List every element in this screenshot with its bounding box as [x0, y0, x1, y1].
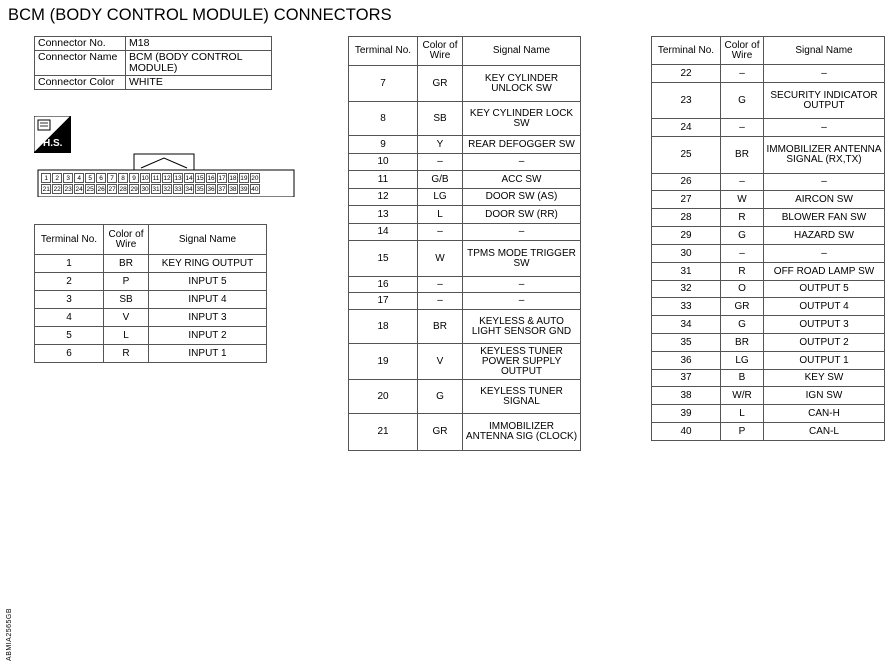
terminal-cell: 27: [652, 191, 721, 209]
connector-pin: 7: [107, 173, 117, 183]
table-row: [349, 344, 581, 380]
wire-color-cell: BR: [721, 137, 764, 174]
connector-pin: 18: [229, 175, 237, 182]
signal-name-cell: OUTPUT 4: [764, 298, 885, 316]
connector-pin: 25: [86, 186, 94, 193]
signal-name-cell: REAR DEFOGGER SW: [463, 136, 581, 154]
connector-pin: 28: [119, 186, 127, 193]
wire-color-cell: W: [721, 191, 764, 209]
connector-pin: 24: [75, 186, 83, 193]
wire-color-cell: BR: [418, 310, 463, 344]
table-row: [349, 380, 581, 414]
signal-name-cell: INPUT 2: [149, 327, 267, 345]
terminal-cell: 19: [349, 344, 418, 380]
terminal-cell: 8: [349, 102, 418, 136]
wire-color-cell: L: [418, 206, 463, 224]
terminal-cell: 39: [652, 405, 721, 423]
connector-pin: 2: [52, 173, 62, 183]
connector-name-label: Connector Name: [35, 51, 126, 76]
terminal-cell: 22: [652, 65, 721, 83]
wire-color-cell: SB: [104, 291, 149, 309]
terminal-cell: 31: [652, 263, 721, 281]
connector-color-value: WHITE: [126, 76, 272, 90]
table-row: [349, 414, 581, 451]
connector-pin: 6: [96, 173, 106, 183]
connector-pin: 38: [229, 186, 237, 193]
connector-pin: 12: [163, 175, 171, 182]
header-color: Color of Wire: [104, 225, 149, 255]
header-color: Color of Wire: [721, 37, 764, 65]
table-row: [349, 189, 581, 206]
terminal-cell: 13: [349, 206, 418, 224]
signal-name-cell: KEYLESS & AUTO LIGHT SENSOR GND: [463, 310, 581, 344]
table-row: [349, 293, 581, 310]
wire-color-cell: W: [418, 241, 463, 277]
signal-name-cell: KEY CYLINDER UNLOCK SW: [463, 66, 581, 102]
header-terminal: Terminal No.: [349, 37, 418, 66]
wire-color-cell: LG: [418, 189, 463, 206]
signal-name-cell: IGN SW: [764, 387, 885, 405]
signal-name-cell: KEY RING OUTPUT: [149, 255, 267, 273]
wire-color-cell: B: [721, 370, 764, 387]
connector-pin: 3: [63, 173, 73, 183]
terminal-cell: 4: [35, 309, 104, 327]
signal-name-cell: OUTPUT 3: [764, 316, 885, 334]
signal-name-cell: DOOR SW (AS): [463, 189, 581, 206]
terminal-cell: 35: [652, 334, 721, 352]
signal-name-cell: IMMOBILIZER ANTENNA SIGNAL (RX,TX): [764, 137, 885, 174]
table-row: [349, 241, 581, 277]
terminal-table-2: [348, 36, 581, 451]
terminal-cell: 2: [35, 273, 104, 291]
table-row: [652, 65, 885, 83]
signal-name-cell: –: [463, 154, 581, 171]
wire-color-cell: L: [721, 405, 764, 423]
table-row: [35, 291, 267, 309]
wire-color-cell: R: [104, 345, 149, 363]
signal-name-cell: –: [463, 224, 581, 241]
wire-color-cell: LG: [721, 352, 764, 370]
connector-pin: 16: [207, 175, 215, 182]
signal-name-cell: ACC SW: [463, 171, 581, 189]
hs-label: H.S.: [43, 138, 63, 149]
connector-pin: 5: [85, 173, 95, 183]
signal-name-cell: INPUT 1: [149, 345, 267, 363]
table-row: [652, 263, 885, 281]
wire-color-cell: SB: [418, 102, 463, 136]
table-row: [652, 227, 885, 245]
signal-name-cell: IMMOBILIZER ANTENNA SIG (CLOCK): [463, 414, 581, 451]
connector-color-label: Connector Color: [35, 76, 126, 90]
connector-pin: 10: [141, 175, 149, 182]
table-row: [35, 273, 267, 291]
connector-pin: 37: [218, 186, 226, 193]
connector-pin: 35: [196, 186, 204, 193]
terminal-cell: 9: [349, 136, 418, 154]
terminal-cell: 11: [349, 171, 418, 189]
terminal-cell: 5: [35, 327, 104, 345]
connector-pin: 32: [163, 186, 171, 193]
signal-name-cell: KEY CYLINDER LOCK SW: [463, 102, 581, 136]
terminal-cell: 40: [652, 423, 721, 441]
wire-color-cell: BR: [104, 255, 149, 273]
terminal-cell: 15: [349, 241, 418, 277]
signal-name-cell: KEYLESS TUNER POWER SUPPLY OUTPUT: [463, 344, 581, 380]
wire-color-cell: –: [721, 119, 764, 137]
signal-name-cell: KEY SW: [764, 370, 885, 387]
page-title: BCM (BODY CONTROL MODULE) CONNECTORS: [8, 6, 392, 24]
table-row: [652, 191, 885, 209]
wire-color-cell: P: [721, 423, 764, 441]
terminal-cell: 16: [349, 277, 418, 293]
table-row: [652, 245, 885, 263]
connector-pin: 19: [240, 175, 248, 182]
table-row: [652, 83, 885, 119]
table-row: [35, 309, 267, 327]
wire-color-cell: BR: [721, 334, 764, 352]
wire-color-cell: –: [418, 154, 463, 171]
connector-pin: 20: [251, 175, 259, 182]
signal-name-cell: AIRCON SW: [764, 191, 885, 209]
connector-no-value: M18: [126, 37, 272, 51]
connector-pin: 34: [185, 186, 193, 193]
table-row: [652, 137, 885, 174]
signal-name-cell: –: [463, 277, 581, 293]
terminal-table-3: [651, 36, 885, 441]
wire-color-cell: P: [104, 273, 149, 291]
connector-pin: 9: [129, 173, 139, 183]
table-row: [349, 224, 581, 241]
connector-pin-row-bottom: [41, 184, 261, 194]
signal-name-cell: INPUT 3: [149, 309, 267, 327]
connector-pin: 15: [196, 175, 204, 182]
connector-pin: 4: [74, 173, 84, 183]
signal-name-cell: OFF ROAD LAMP SW: [764, 263, 885, 281]
table-row: [652, 316, 885, 334]
table-row: [652, 281, 885, 298]
signal-name-cell: SECURITY INDICATOR OUTPUT: [764, 83, 885, 119]
signal-name-cell: –: [764, 245, 885, 263]
signal-name-cell: DOOR SW (RR): [463, 206, 581, 224]
terminal-cell: 32: [652, 281, 721, 298]
terminal-cell: 1: [35, 255, 104, 273]
connector-pin: 8: [118, 173, 128, 183]
table-row: [652, 405, 885, 423]
table-row: [349, 136, 581, 154]
wire-color-cell: –: [721, 65, 764, 83]
wire-color-cell: G: [721, 316, 764, 334]
connector-pin: 17: [218, 175, 226, 182]
terminal-cell: 17: [349, 293, 418, 310]
connector-pin: 29: [130, 186, 138, 193]
signal-name-cell: –: [764, 119, 885, 137]
signal-name-cell: HAZARD SW: [764, 227, 885, 245]
table-row: [652, 334, 885, 352]
table-row: [652, 174, 885, 191]
table-row: [652, 209, 885, 227]
connector-pin: 22: [53, 186, 61, 193]
wire-color-cell: G: [721, 227, 764, 245]
terminal-cell: 30: [652, 245, 721, 263]
wire-color-cell: Y: [418, 136, 463, 154]
header-terminal: Terminal No.: [35, 225, 104, 255]
signal-name-cell: OUTPUT 2: [764, 334, 885, 352]
connector-pin: 40: [251, 186, 259, 193]
connector-pin: 11: [152, 175, 160, 182]
connector-pin: 26: [97, 186, 105, 193]
connector-pin: 33: [174, 186, 182, 193]
wire-color-cell: G: [721, 83, 764, 119]
table-row: [35, 327, 267, 345]
header-terminal: Terminal No.: [652, 37, 721, 65]
connector-pin: 31: [152, 186, 160, 193]
terminal-cell: 6: [35, 345, 104, 363]
connector-pin: 27: [108, 186, 116, 193]
terminal-cell: 21: [349, 414, 418, 451]
terminal-table-1: [34, 224, 267, 363]
signal-name-cell: KEYLESS TUNER SIGNAL: [463, 380, 581, 414]
signal-name-cell: CAN-L: [764, 423, 885, 441]
wire-color-cell: GR: [721, 298, 764, 316]
wire-color-cell: L: [104, 327, 149, 345]
wire-color-cell: G: [418, 380, 463, 414]
signal-name-cell: –: [764, 65, 885, 83]
table-row: [652, 298, 885, 316]
table-row: [349, 310, 581, 344]
figure-code: ABMIA2565GB: [6, 608, 13, 661]
connector-pin: 23: [64, 186, 72, 193]
header-signal: Signal Name: [463, 37, 581, 66]
signal-name-cell: OUTPUT 5: [764, 281, 885, 298]
wire-color-cell: V: [418, 344, 463, 380]
terminal-cell: 38: [652, 387, 721, 405]
terminal-cell: 25: [652, 137, 721, 174]
connector-pin: 1: [41, 173, 51, 183]
wire-color-cell: –: [418, 293, 463, 310]
terminal-cell: 36: [652, 352, 721, 370]
connector-pin: 21: [42, 186, 50, 193]
table-row: [349, 171, 581, 189]
terminal-cell: 26: [652, 174, 721, 191]
signal-name-cell: TPMS MODE TRIGGER SW: [463, 241, 581, 277]
terminal-cell: 33: [652, 298, 721, 316]
terminal-cell: 20: [349, 380, 418, 414]
wire-color-cell: –: [418, 224, 463, 241]
header-signal: Signal Name: [149, 225, 267, 255]
table-row: [35, 255, 267, 273]
wire-color-cell: O: [721, 281, 764, 298]
table-row: [349, 206, 581, 224]
signal-name-cell: INPUT 5: [149, 273, 267, 291]
table-row: [652, 119, 885, 137]
wire-color-cell: –: [721, 245, 764, 263]
terminal-cell: 14: [349, 224, 418, 241]
terminal-cell: 3: [35, 291, 104, 309]
table-row: [652, 387, 885, 405]
terminal-cell: 10: [349, 154, 418, 171]
signal-name-cell: –: [463, 293, 581, 310]
table-row: [652, 370, 885, 387]
terminal-cell: 18: [349, 310, 418, 344]
connector-no-label: Connector No.: [35, 37, 126, 51]
wire-color-cell: R: [721, 263, 764, 281]
table-row: [349, 66, 581, 102]
signal-name-cell: BLOWER FAN SW: [764, 209, 885, 227]
wire-color-cell: W/R: [721, 387, 764, 405]
wire-color-cell: R: [721, 209, 764, 227]
wire-color-cell: V: [104, 309, 149, 327]
signal-name-cell: INPUT 4: [149, 291, 267, 309]
terminal-cell: 34: [652, 316, 721, 334]
wire-color-cell: –: [721, 174, 764, 191]
connector-info-table: [34, 36, 272, 90]
terminal-cell: 28: [652, 209, 721, 227]
terminal-cell: 37: [652, 370, 721, 387]
signal-name-cell: OUTPUT 1: [764, 352, 885, 370]
terminal-cell: 29: [652, 227, 721, 245]
connector-pin: 39: [240, 186, 248, 193]
connector-pin-row-top: [41, 173, 261, 183]
terminal-cell: 7: [349, 66, 418, 102]
connector-pin: 13: [174, 175, 182, 182]
wire-color-cell: –: [418, 277, 463, 293]
wire-color-cell: GR: [418, 66, 463, 102]
signal-name-cell: CAN-H: [764, 405, 885, 423]
table-row: [652, 423, 885, 441]
connector-pin: 14: [185, 175, 193, 182]
signal-name-cell: –: [764, 174, 885, 191]
wire-color-cell: GR: [418, 414, 463, 451]
connector-pin: 30: [141, 186, 149, 193]
connector-pin: 36: [207, 186, 215, 193]
terminal-cell: 12: [349, 189, 418, 206]
header-signal: Signal Name: [764, 37, 885, 65]
table-row: [652, 352, 885, 370]
terminal-cell: 23: [652, 83, 721, 119]
harness-side-icon: [34, 116, 71, 153]
table-row: [349, 102, 581, 136]
wire-color-cell: G/B: [418, 171, 463, 189]
connector-name-value: BCM (BODY CONTROL MODULE): [126, 51, 272, 76]
terminal-cell: 24: [652, 119, 721, 137]
table-row: [349, 154, 581, 171]
header-color: Color of Wire: [418, 37, 463, 66]
table-row: [35, 345, 267, 363]
table-row: [349, 277, 581, 293]
